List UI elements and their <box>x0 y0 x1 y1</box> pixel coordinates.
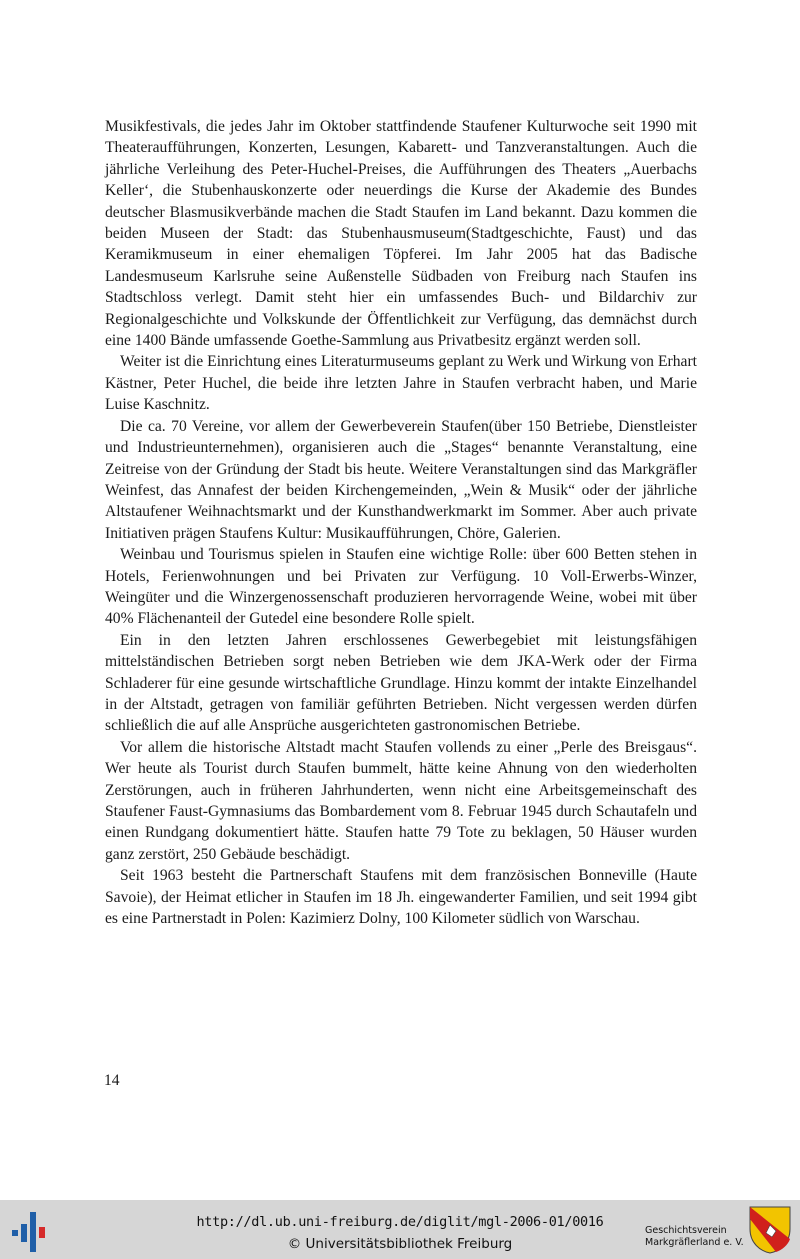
paragraph: Ein in den letzten Jahren erschlossenes Gewerbegebiet mit leistungsfähigen mittelständischen Betrieben sorgt neben Betrieben wie dem JKA-Werk oder der Firma Schladerer für eine gesunde wirtschaftliche Grundlage. Hinzu kommt der intakte Einzelhandel in der Altstadt, getragen von familiär geführten Betrieben. Nicht vergessen werden dürfen schließlich die auf alle Ansprüche ausgerichteten gastronomischen Betriebe. <box>105 631 697 735</box>
page-number: 14 <box>104 1072 120 1089</box>
association-name-line: Geschichtsverein <box>645 1225 727 1236</box>
paragraph: Vor allem die historische Altstadt macht Staufen vollends zu einer „Perle des Breisgaus“. Wer heute als Tourist durch Staufen bummelt, hätte keine Ahnung von den wiederholten Zerstörungen, auch in früheren Jahrhunderten, wenn nicht eine Arbeitsgemeinschaft des Staufener Faust-Gymnasiums das Bombardement vom 8. Februar 1945 durch Schautafeln und einen Rundgang dokumentiert hätte. Staufen hatte 79 Tote zu beklagen, 50 Häuser wurden ganz zerstört, 250 Gebäude beschädigt. <box>105 738 697 863</box>
paragraph: Die ca. 70 Vereine, vor allem der Gewerbeverein Staufen(über 150 Betriebe, Dienstleister und Industrieunternehmen), organisieren auch die „Stages“ benannte Veranstaltung, eine Zeitreise von der Gründung der Stadt bis heute. Weitere Veranstaltungen sind das Markgräfler Weinfest, das Annafest der beiden Kirchengemeinden, „Wein & Musik“ oder der jährliche Altstaufener Weihnachtsmarkt und der Kunsthandwerkmarkt im Sommer. Aber auch private Initiativen prägen Staufens Kultur: Musikaufführungen, Chöre, Galerien. <box>105 417 697 542</box>
association-name-line: Markgräflerland e. V. <box>645 1237 744 1248</box>
document-body <box>105 116 697 929</box>
paragraph: Seit 1963 besteht die Partnerschaft Staufens mit dem französischen Bonneville (Haute Savoie), der Heimat etlicher in Staufen im 18 Jh. eingewanderter Familien, und seit 1994 gibt es eine Partnerstadt in Polen: Kazimierz Dolny, 100 Kilometer südlich von Warschau. <box>105 867 697 928</box>
paragraph: Weinbau und Tourismus spielen in Staufen eine wichtige Rolle: über 600 Betten stehen in Hotels, Ferienwohnungen und bei Privaten zur Verfügung. 10 Voll-Erwerbs-Winzer, Weingüter und die Winzergenossenschaft produzieren hervorragende Weine, wobei mit über 40% Flächenanteil der Gutedel eine besondere Rolle spielt. <box>105 546 697 628</box>
paragraph: Musikfestivals, die jedes Jahr im Oktober stattfindende Staufener Kulturwoche seit 1990 mit Theateraufführungen, Konzerten, Lesungen, Kabarett- und Tanzveranstaltungen. Auch die jährliche Verleihung des Peter-Huchel-Preises, die Aufführungen des Theaters „Auerbachs Keller‘, die Stubenhauskonzerte oder neuerdings die Kurse der Akademie des Bundes deutscher Blasmusikverbände machen die Stadt Staufen im Land bekannt. Dazu kommen die beiden Museen der Stadt: das Stubenhausmuseum(Stadtgeschichte, Faust) und das Keramikmuseum in einer ehemaligen Töpferei. Im Jahr 2005 hat das Badische Landesmuseum Karlsruhe seine Außenstelle Südbaden von Freiburg nach Staufen ins Stadtschloss verlegt. Damit steht hier ein umfassendes Buch- und Bildarchiv zur Regionalgeschichte und Volkskunde der Öffentlichkeit zur Verfügung, das demnächst durch eine 1400 Bände umfassende Goethe-Sammlung aus Privatbesitz ergänzt werden soll. <box>105 118 697 350</box>
paragraph: Weiter ist die Einrichtung eines Literaturmuseums geplant zu Werk und Wirkung von Erhart Kästner, Peter Huchel, die beide ihre letzten Jahre in Staufen verbracht haben, und Marie Luise Kaschnitz. <box>105 353 697 414</box>
association-name <box>645 1225 744 1249</box>
copyright-notice: © Universitätsbibliothek Freiburg <box>287 1236 513 1252</box>
viewer-footer <box>0 1200 800 1259</box>
document-url-link[interactable]: http://dl.ub.uni-freiburg.de/diglit/mgl-2006-01/0016 <box>196 1214 604 1230</box>
coat-of-arms-icon <box>748 1205 792 1255</box>
